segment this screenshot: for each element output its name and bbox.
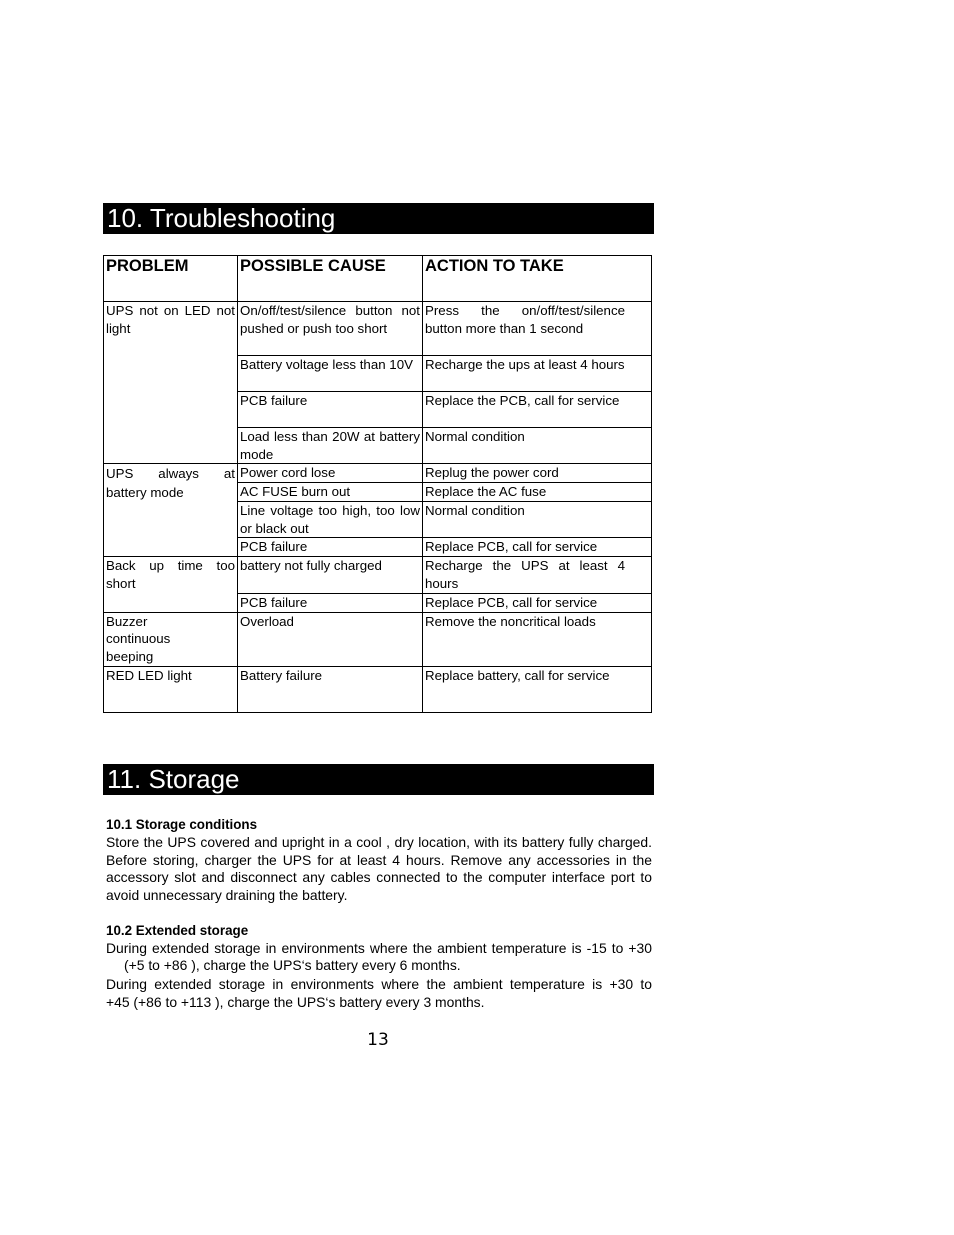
extended-storage-title: 10.2 Extended storage <box>106 923 249 938</box>
action-cell: Replace the AC fuse <box>423 483 652 502</box>
storage-conditions-title: 10.1 Storage conditions <box>106 817 258 832</box>
table-row <box>104 557 652 593</box>
action-cell: Replace the PCB, call for service <box>423 392 652 428</box>
troubleshooting-heading: 10. Troubleshooting <box>103 203 654 234</box>
problem-cell: Buzzer continuous beeping <box>104 612 238 666</box>
problem-cell: UPS always at battery mode <box>104 464 238 557</box>
action-cell: Normal condition <box>423 428 652 464</box>
cause-cell: On/off/test/silence button not pushed or push too short <box>238 302 423 356</box>
cause-cell: PCB failure <box>238 392 423 428</box>
cause-cell: battery not fully charged <box>238 557 423 593</box>
action-cell: Remove the noncritical loads <box>423 612 652 666</box>
cause-cell: Power cord lose <box>238 464 423 483</box>
problem-cell: UPS not on LED not light <box>104 302 238 464</box>
action-cell: Replace PCB, call for service <box>423 593 652 612</box>
action-cell: Recharge the UPS at least 4 hours <box>423 557 652 593</box>
cause-cell: Overload <box>238 612 423 666</box>
action-cell: Replace PCB, call for service <box>423 538 652 557</box>
extended-storage-line: During extended storage in environments where the ambient temperature is -15 to +30 <box>106 940 652 956</box>
storage-conditions-text: Store the UPS covered and upright in a cool , dry location, with its battery fully charged. Before storing, charger the UPS for at least 4 hours. Remove any accessories in the accessory slot and disconnect any cables connected to the computer interface port to avoid unnecessary draining the battery. <box>106 834 652 903</box>
action-cell: Recharge the ups at least 4 hours <box>423 356 652 392</box>
action-cell: Normal condition <box>423 502 652 538</box>
header-action: ACTION TO TAKE <box>423 256 652 302</box>
header-problem: PROBLEM <box>104 256 238 302</box>
cause-cell: Load less than 20W at battery mode <box>238 428 423 464</box>
header-possible-cause: POSSIBLE CAUSE <box>238 256 423 302</box>
cause-cell: PCB failure <box>238 593 423 612</box>
cause-cell: Battery failure <box>238 666 423 712</box>
extended-storage-line: +45 (+86 to +113 ), charge the UPS‘s battery every 3 months. <box>106 994 485 1010</box>
troubleshooting-table <box>103 255 652 713</box>
table-row <box>104 464 652 483</box>
cause-cell: AC FUSE burn out <box>238 483 423 502</box>
action-cell: Replace battery, call for service <box>423 666 652 712</box>
cause-cell: Battery voltage less than 10V <box>238 356 423 392</box>
page-number: 13 <box>367 1030 389 1050</box>
table-row <box>104 666 652 712</box>
problem-cell: Back up time too short <box>104 557 238 612</box>
storage-heading: 11. Storage <box>103 764 654 795</box>
action-cell: Press the on/off/test/silence button more than 1 second <box>423 302 652 356</box>
extended-storage-line: (+5 to +86 ), charge the UPS‘s battery every 6 months. <box>124 957 461 973</box>
table-header-row <box>104 256 652 302</box>
problem-cell: RED LED light <box>104 666 238 712</box>
action-cell: Replug the power cord <box>423 464 652 483</box>
table-row <box>104 612 652 666</box>
table-row <box>104 302 652 356</box>
cause-cell: Line voltage too high, too low or black out <box>238 502 423 538</box>
extended-storage-line: During extended storage in environments where the ambient temperature is +30 to <box>106 976 652 992</box>
cause-cell: PCB failure <box>238 538 423 557</box>
